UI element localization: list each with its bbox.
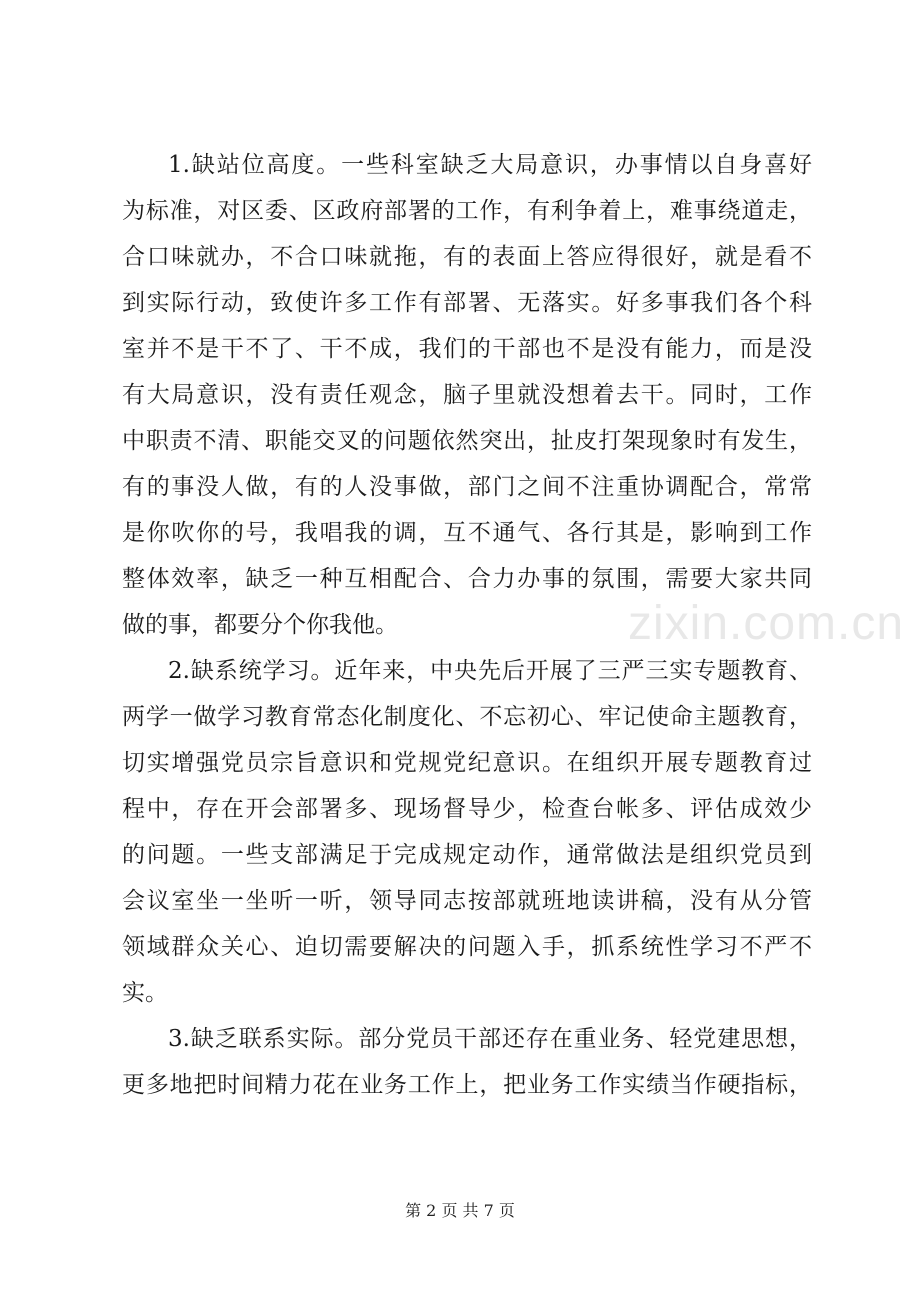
text-line: 合口味就办，不合口味就拖，有的表面上答应得很好，就是看不 [122,244,812,270]
text-line: 有的事没人做，有的人没事做，部门之间不注重协调配合，常常 [122,474,812,500]
text-line: 室并不是干不了、干不成，我们的干部也不是没有能力，而是没 [122,336,812,362]
text-line: 领域群众关心、迫切需要解决的问题入手，抓系统性学习不严不 [122,934,812,960]
paragraph-1 [122,142,812,648]
text-line: 1.缺站位高度。一些科室缺乏大局意识，办事情以自身喜好 [168,152,812,178]
text-line: 到实际行动，致使许多工作有部署、无落实。好多事我们各个科 [122,290,812,316]
text-line: 的问题。一些支部满足于完成规定动作，通常做法是组织党员到 [122,842,812,868]
text-line: 3.缺乏联系实际。部分党员干部还存在重业务、轻党建思想， [168,1026,812,1052]
watermark: zixin.com.cn [628,597,905,650]
text-line: 会议室坐一坐听一听，领导同志按部就班地读讲稿，没有从分管 [122,888,812,914]
text-line: 是你吹你的号，我唱我的调，互不通气、各行其是，影响到工作 [122,520,812,546]
page-footer: 第 2 页 共 7 页 [405,1201,515,1220]
paragraph-2 [122,648,812,1016]
text-line: 2.缺系统学习。近年来，中央先后开展了三严三实专题教育、 [168,658,812,684]
text-line: 做的事，都要分个你我他。 [122,612,398,638]
text-line: 切实增强党员宗旨意识和党规党纪意识。在组织开展专题教育过 [122,750,812,776]
text-line: 实。 [122,980,168,1006]
text-line: 整体效率，缺乏一种互相配合、合力办事的氛围，需要大家共同 [122,566,812,592]
text-line: 有大局意识，没有责任观念，脑子里就没想着去干。同时，工作 [122,382,812,408]
text-line: 两学一做学习教育常态化制度化、不忘初心、牢记使命主题教育， [122,704,812,730]
text-line: 中职责不清、职能交叉的问题依然突出，扯皮打架现象时有发生， [122,428,812,454]
paragraph-3 [122,1016,812,1108]
text-line: 更多地把时间精力花在业务工作上，把业务工作实绩当作硬指标， [122,1072,812,1098]
text-line: 为标准，对区委、区政府部署的工作，有利争着上，难事绕道走， [122,198,812,224]
text-line: 程中，存在开会部署多、现场督导少，检查台帐多、评估成效少 [122,796,812,822]
